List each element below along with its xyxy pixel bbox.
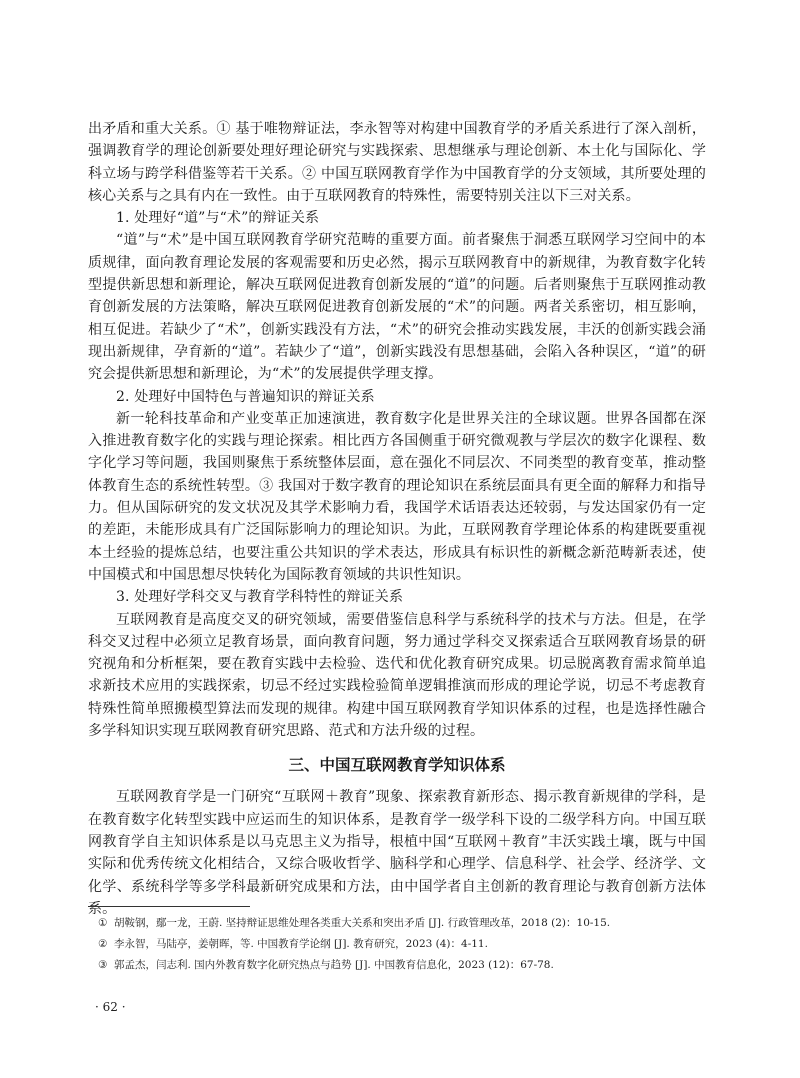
subheading-1: 1. 处理好“道”与“术”的辩证关系 <box>116 210 320 227</box>
section-title: 三、中国互联网教育学知识体系 <box>288 756 506 775</box>
footnote-text: 郭孟杰，闫志利. 国内外教育数字化研究热点与趋势 [J]. 中国教育信息化，2023 (12)：67-78. <box>114 959 554 971</box>
paragraph-2: “道”与“术”是中国互联网教育学研究范畴的重要方面。前者聚焦于洞悉互联网学习空间中的本质规律，面向教育理论发展的客观需要和历史必然，揭示互联网教育中的新规律，为教育数字化转型提供新思想和新理论，解决互联网促进教育创新发展的“道”的问题。后者则聚焦于互联网推动教育创新发展的方法策略，解决互联网促进教育创新发展的“术”的问题。两者关系密切，相互影响，相互促进。若缺少了“术”，创新实践没有方法，“术”的研究会推动实践发展，丰沃的创新实践会涌现出新规律，孕育新的“道”。若缺少了“道”，创新实践没有思想基础，会陷入各种误区，“道”的研究会提供新思想和新理论，为“术”的发展提供学理支撑。 <box>88 232 706 383</box>
footnote-marker: ③ <box>98 959 108 971</box>
paragraph-5: 互联网教育学是一门研究“互联网＋教育”现象、探索教育新形态、揭示教育新规律的学科，是在教育数字化转型实践中应运而生的知识体系，是教育学一级学科下设的二级学科方向。中国互联网教育学自主知识体系是以马克思主义为指导，根植中国“互联网＋教育”丰沃实践土壤，既与中国实际和优秀传统文化相结合，又综合吸收哲学、脑科学和心理学、信息科学、社会学、经济学、文化学、系统科学等多学科最新研究成果和方法，由中国学者自主创新的教育理论与教育创新方法体系。 <box>88 789 706 917</box>
subheading-3: 3. 处理好学科交叉与教育学科特性的辩证关系 <box>116 589 404 606</box>
paragraph-1: 出矛盾和重大关系。① 基于唯物辩证法，李永智等对构建中国教育学的矛盾关系进行了深入剖析，强调教育学的理论创新要处理好理论研究与实践探索、思想继承与理论创新、本土化与国际化、学科立场与跨学科借鉴等若干关系。② 中国互联网教育学作为中国教育学的分支领域，其所要处理的核心关系与之具有内在一致性。由于互联网教育的特殊性，需要特别关注以下三对关系。 <box>88 121 706 204</box>
footnote-2 <box>98 934 718 955</box>
footnote-text: 李永智，马陆亭，姜朝晖，等. 中国教育学论纲 [J]. 教育研究，2023 (4)：4-11. <box>114 938 488 950</box>
article-body <box>88 118 706 920</box>
footnote-divider <box>88 906 250 907</box>
paragraph-3: 新一轮科技革命和产业变革正加速演进，教育数字化是世界关注的全球议题。世界各国都在深入推进教育数字化的实践与理论探索。相比西方各国侧重于研究微观教与学层次的数字化课程、数字化学习等问题，我国则聚焦于系统整体层面，意在强化不同层次、不同类型的教育变革，推动整体教育生态的系统性转型。③ 我国对于数字教育的理论知识在系统层面具有更全面的解释力和指导力。但从国际研究的发文状况及其学术影响力看，我国学术话语表达还较弱，与发达国家仍有一定的差距，未能形成具有广泛国际影响力的理论知识。为此，互联网教育学理论体系的构建既要重视本土经验的提炼总结，也要注重公共知识的学术表达，形成具有标识性的新概念新范畴新表述，使中国模式和中国思想尽快转化为国际教育领域的共识性知识。 <box>88 410 706 583</box>
footnote-marker: ② <box>98 938 108 950</box>
footnotes <box>98 913 718 976</box>
page-number: · 62 · <box>95 1000 126 1014</box>
paragraph-4: 互联网教育是高度交叉的研究领域，需要借鉴信息科学与系统科学的技术与方法。但是，在学科交叉过程中必须立足教育场景，面向教育问题，努力通过学科交叉探索适合互联网教育场景的研究视角和分析框架，要在教育实践中去检验、迭代和优化教育研究成果。切忌脱离教育需求简单追求新技术应用的实践探索，切忌不经过实践检验简单逻辑推演而形成的理论学说，切忌不考虑教育特殊性简单照搬模型算法而发现的规律。构建中国互联网教育学知识体系的过程，也是选择性融合多学科知识实现互联网教育研究思路、范式和方法升级的过程。 <box>88 611 706 740</box>
footnote-marker: ① <box>98 917 108 929</box>
footnote-3 <box>98 955 718 976</box>
footnote-text: 胡鞍钢，鄢一龙，王蔚. 坚持辩证思维处理各类重大关系和突出矛盾 [J]. 行政管理改革，2018 (2)：10-15. <box>114 917 611 929</box>
subheading-2: 2. 处理好中国特色与普遍知识的辩证关系 <box>116 388 375 405</box>
footnote-1 <box>98 913 718 934</box>
